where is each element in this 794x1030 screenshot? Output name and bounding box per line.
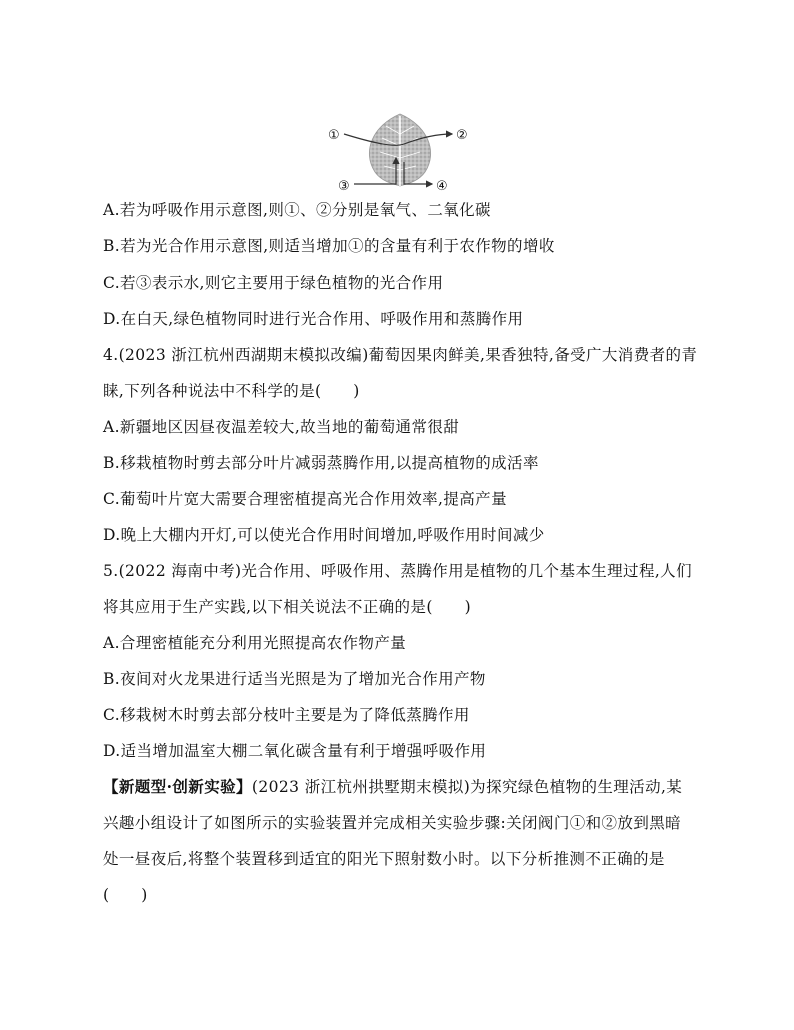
label-four: ④ <box>436 179 448 194</box>
q5-stem-line1: 5.(2022 海南中考)光合作用、呼吸作用、蒸腾作用是植物的几个基本生理过程,人们 <box>103 562 692 580</box>
q3-option-a: A.若为呼吸作用示意图,则①、②分别是氧气、二氧化碳 <box>103 201 491 219</box>
q6-stem-line1 <box>103 775 682 797</box>
q3-option-c: C.若③表示水,则它主要用于绿色植物的光合作用 <box>103 274 444 292</box>
q4-option-d: D.晚上大棚内开灯,可以使光合作用时间增加,呼吸作用时间减少 <box>103 526 545 544</box>
q6-stem-line2: 兴趣小组设计了如图所示的实验装置并完成相关实验步骤:关闭阀门①和②放到黑暗 <box>103 814 682 832</box>
q5-option-a: A.合理密植能充分利用光照提高农作物产量 <box>103 634 407 652</box>
q4-option-b: B.移栽植物时剪去部分叶片减弱蒸腾作用,以提高植物的成活率 <box>103 454 539 472</box>
label-one: ① <box>328 128 340 143</box>
label-three: ③ <box>338 179 350 194</box>
q5-option-b: B.夜间对火龙果进行适当光照是为了增加光合作用产物 <box>103 670 486 688</box>
q4-option-a: A.新疆地区因昼夜温差较大,故当地的葡萄通常很甜 <box>103 418 460 436</box>
q3-option-d: D.在白天,绿色植物同时进行光合作用、呼吸作用和蒸腾作用 <box>103 310 524 328</box>
q3-option-b: B.若为光合作用示意图,则适当增加①的含量有利于农作物的增收 <box>103 237 555 255</box>
q4-stem-line2: 睐,下列各种说法中不科学的是( ) <box>103 382 360 400</box>
q5-option-d: D.适当增加温室大棚二氧化碳含量有利于增强呼吸作用 <box>103 742 487 760</box>
q6-tag: 【新题型·创新实验】 <box>103 777 252 796</box>
q6-stem-line3: 处一昼夜后,将整个装置移到适宜的阳光下照射数小时。以下分析推测不正确的是 <box>103 850 665 868</box>
q4-option-c: C.葡萄叶片宽大需要合理密植提高光合作用效率,提高产量 <box>103 490 507 508</box>
label-two: ② <box>456 128 468 143</box>
q5-stem-line2: 将其应用于生产实践,以下相关说法不正确的是( ) <box>103 598 472 616</box>
q5-option-c: C.移栽树木时剪去部分枝叶主要是为了降低蒸腾作用 <box>103 706 470 724</box>
leaf-diagram <box>320 112 480 194</box>
q4-stem-line1: 4.(2023 浙江杭州西湖期末模拟改编)葡萄因果肉鲜美,果香独特,备受广大消费者的青 <box>103 346 698 364</box>
q6-stem-rest: (2023 浙江杭州拱墅期末模拟)为探究绿色植物的生理活动,某 <box>251 778 683 796</box>
q6-stem-line4: ( ) <box>103 886 148 904</box>
